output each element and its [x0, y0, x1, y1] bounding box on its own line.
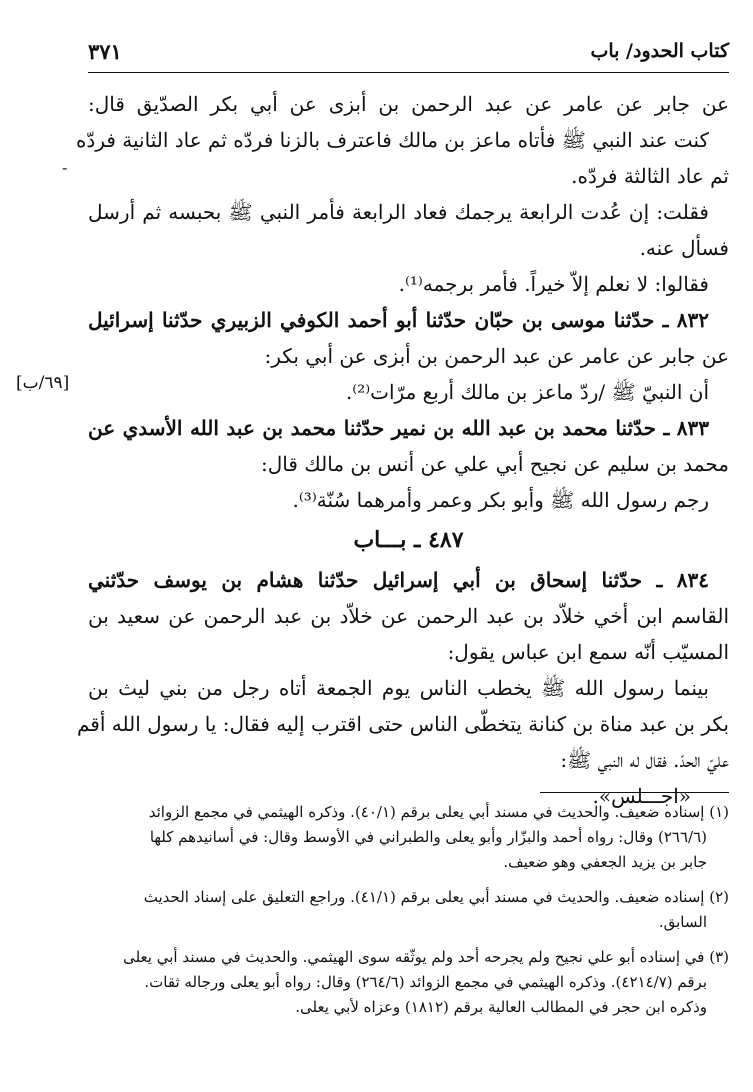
text-line: ثم عاد الثالثة فردّه. [571, 164, 729, 188]
text-line: «اجـــلس». [592, 784, 691, 808]
text-line: رجم رسول الله ﷺ وأبو بكر وعمر وأمرهما سُنّة⁽³⁾. [292, 488, 709, 512]
footnote-line: (٢) إسناده ضعيف. والحديث في مسند أبي يعلى برقم (٤١/١). وراجع التعليق على إسناد الحديث [143, 888, 729, 906]
hadith-833-line: ٨٣٣ ـ حدّثنا محمد بن عبد الله بن نمير حدّثنا محمد بن عبد الله الأسدي عن [88, 416, 709, 440]
text-line: بكر بن عبد مناة بن كنانة يتخطّى الناس حتى اقترب إليه فقال: يا رسول الله أقم [77, 712, 729, 736]
main-text [75, 86, 729, 814]
footnote-line: السابق. [658, 913, 707, 931]
footnote-2 [88, 885, 729, 935]
text-line: فقالوا: لا نعلم إلاّ خيراً. فأمر برجمه⁽¹⁾. [398, 272, 709, 296]
text-line: كنت عند النبي ﷺ فأتاه ماعز بن مالك فاعترف بالزنا فردّه ثم عاد الثانية فردّه [75, 128, 709, 152]
hadith-832-line: ٨٣٢ ـ حدّثنا موسى بن حبّان حدّثنا أبو أحمد الكوفي الزبيري حدّثنا إسرائيل [88, 308, 709, 332]
chapter-heading: ٤٨٧ ـ بـــاب [353, 527, 464, 553]
text-line: أن النبيّ ﷺ /ردّ ماعز بن مالك أربع مرّات⁽²⁾. [345, 380, 709, 404]
footnote-separator [540, 792, 729, 793]
margin-folio-reference: [٦٩/ب] [16, 373, 70, 393]
text-line: عن جابر عن عامر عن عبد الرحمن بن أبزى عن أبي بكر: [264, 344, 729, 368]
footnotes [88, 800, 729, 1020]
margin-mark: - [62, 158, 68, 177]
page-header [88, 34, 729, 68]
footnote-line: وذكره ابن حجر في المطالب العالية برقم (١٨١٢) وعزاه لأبي يعلى. [295, 998, 707, 1016]
text-line: عن جابر عن عامر عن عبد الرحمن بن أبزى عن أبي بكر الصدّيق قال: [88, 92, 729, 116]
text-line: المسيّب أنّه سمع ابن عباس يقول: [447, 640, 729, 664]
text-line: محمد بن سليم عن نجيح أبي علي عن أنس بن مالك قال: [261, 452, 729, 476]
page-number: ٣٧١ [88, 38, 122, 64]
running-title: كتاب الحدود/ باب [590, 40, 729, 62]
footnote-line: (١) إسناده ضعيف. والحديث في مسند أبي يعلى برقم (٤٠/١). وذكره الهيثمي في مجمع الزوائد [148, 803, 729, 821]
header-rule [88, 72, 729, 73]
text-line: فقلت: إن عُدت الرابعة يرجمك فعاد الرابعة فأمر النبي ﷺ بحبسه ثم أرسل [88, 200, 709, 224]
footnote-line: (٢٦٦/٦) وقال: رواه أحمد والبزّار وأبو يعلى والطبراني في الأوسط وقال: في أسانيدهم كلها [149, 828, 707, 846]
footnote-3 [88, 945, 729, 1020]
text-line: فسأل عنه. [639, 236, 729, 260]
footnote-line: (٣) في إسناده أبو علي نجيح ولم يجرحه أحد ولم يوثّقه سوى الهيثمي. والحديث في مسند أبي يعلى [123, 948, 729, 966]
text-line: عليّ الحدّ. فقال له النبي ﷺ: [560, 748, 729, 772]
footnote-line: جابر بن يزيد الجعفي وهو ضعيف. [503, 853, 707, 871]
hadith-834-line: ٨٣٤ ـ حدّثنا إسحاق بن أبي إسرائيل حدّثنا هشام بن يوسف حدّثني [88, 568, 709, 592]
footnote-1 [88, 800, 729, 875]
footnote-line: برقم (٤٢١٤/٧). وذكره الهيثمي في مجمع الزوائد (٢٦٤/٦) وقال: رواه أبو يعلى ورجاله ثقات. [144, 973, 707, 991]
text-line: بينما رسول الله ﷺ يخطب الناس يوم الجمعة أتاه رجل من بني ليث بن [88, 676, 709, 700]
text-line: القاسم ابن أخي خلاّد بن عبد الرحمن عن خلاّد بن عبد الرحمن عن سعيد بن [88, 604, 729, 628]
